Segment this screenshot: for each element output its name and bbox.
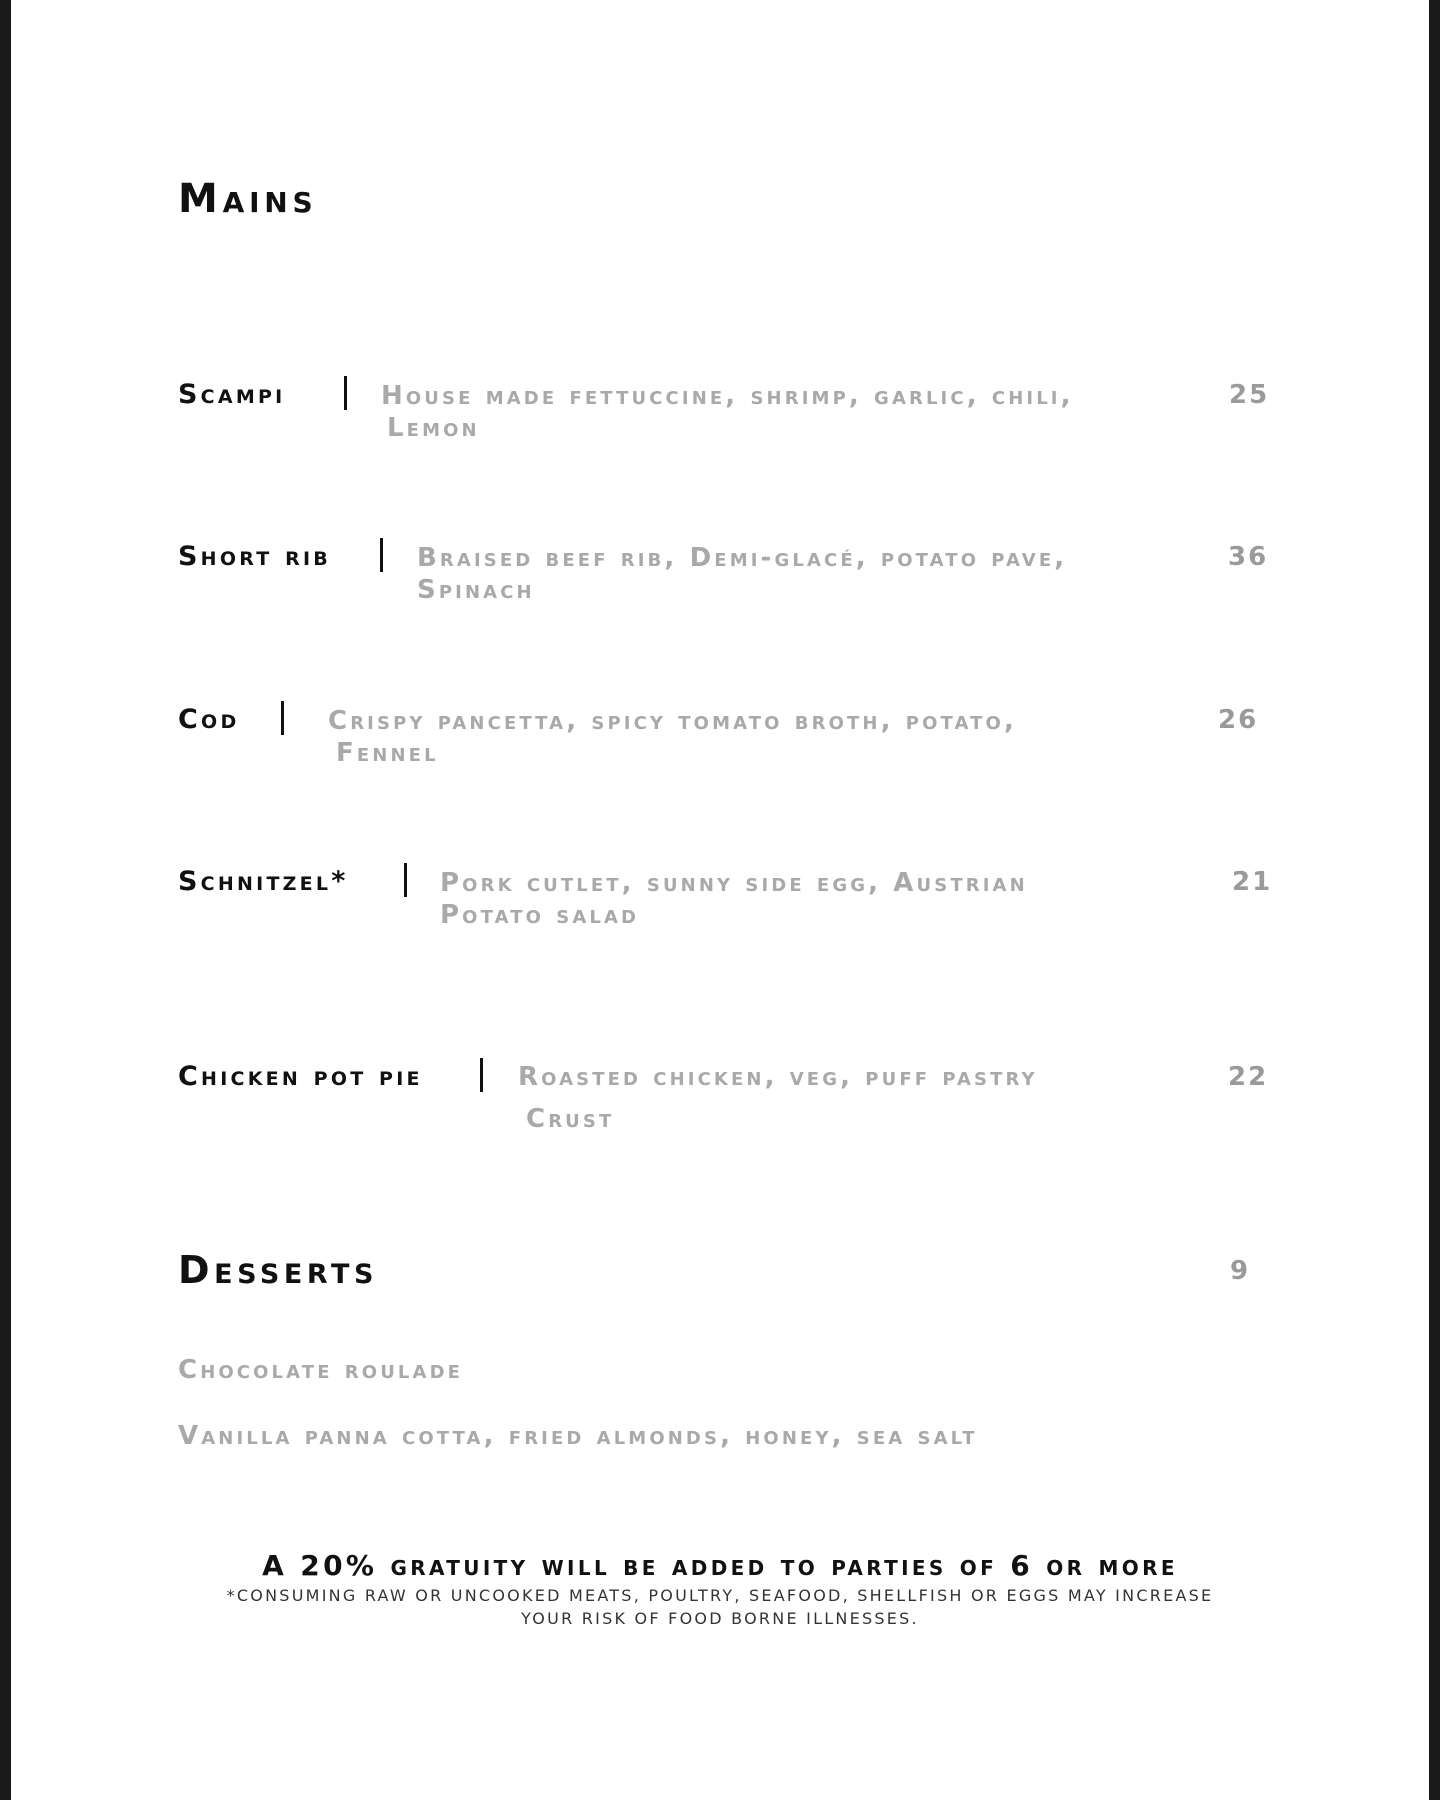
- item-name: Cod: [178, 704, 240, 735]
- dessert-item: Vanilla panna cotta, fried almonds, honey, sea salt: [178, 1421, 978, 1451]
- menu-page: [11, 0, 1429, 1800]
- item-description: [440, 867, 1028, 931]
- separator-bar: [344, 376, 347, 410]
- separator-bar: [480, 1058, 483, 1092]
- description-line: Lemon: [387, 413, 480, 443]
- item-price: 36: [1228, 542, 1269, 572]
- item-description: [381, 380, 1074, 444]
- item-price: 25: [1229, 380, 1270, 410]
- description-line: Spinach: [417, 575, 535, 605]
- description-line: Potato salad: [440, 900, 640, 930]
- separator-bar: [380, 538, 383, 572]
- desserts-price: 9: [1230, 1256, 1251, 1286]
- item-price: 26: [1218, 705, 1259, 735]
- item-price: 22: [1228, 1062, 1269, 1092]
- item-description: [417, 542, 1067, 606]
- mains-heading: Mains: [178, 176, 318, 222]
- description-line: Crust: [526, 1104, 615, 1134]
- food-safety-disclaimer: [11, 1584, 1429, 1630]
- gratuity-notice: A 20% gratuity will be added to parties of 6 or more: [262, 1549, 1178, 1582]
- separator-bar: [404, 863, 407, 897]
- disclaimer-line: *CONSUMING RAW OR UNCOOKED MEATS, POULTRY, SEAFOOD, SHELLFISH OR EGGS MAY INCREASE: [226, 1586, 1214, 1605]
- description-line: Pork cutlet, sunny side egg, Austrian: [440, 868, 1028, 898]
- separator-bar: [281, 701, 284, 735]
- description-line: Braised beef rib, Demi-glacé, potato pave,: [417, 543, 1068, 573]
- item-price: 21: [1232, 867, 1273, 897]
- disclaimer-line: YOUR RISK OF FOOD BORNE ILLNESSES.: [521, 1609, 919, 1628]
- desserts-heading: Desserts: [178, 1248, 379, 1292]
- item-description: [518, 1056, 1038, 1140]
- dessert-item: Chocolate roulade: [178, 1355, 464, 1385]
- description-line: House made fettuccine, shrimp, garlic, chili,: [381, 381, 1074, 411]
- description-line: Crispy pancetta, spicy tomato broth, potato,: [328, 706, 1017, 736]
- item-name: Scampi: [178, 379, 286, 410]
- description-line: Fennel: [336, 738, 439, 768]
- item-name: Chicken pot pie: [178, 1061, 423, 1092]
- item-description: [328, 705, 1017, 769]
- description-line: Roasted chicken, veg, puff pastry: [518, 1062, 1038, 1092]
- item-name: Short rib: [178, 541, 331, 572]
- item-name: Schnitzel*: [178, 866, 349, 897]
